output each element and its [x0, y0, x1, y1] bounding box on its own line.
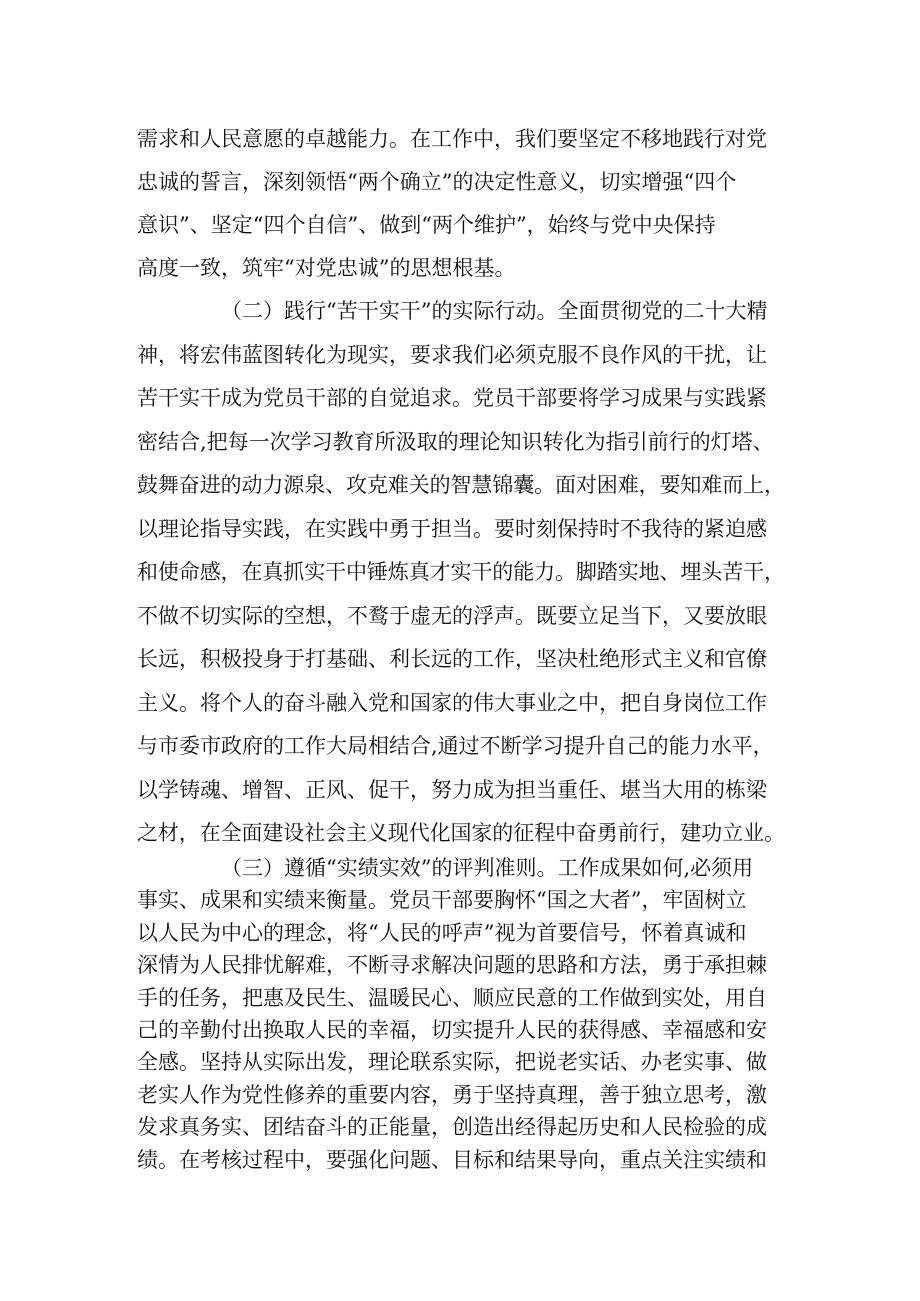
text-line: 绩。在考核过程中，要强化问题、目标和结果导向，重点关注实绩和	[137, 1147, 767, 1172]
text-line: 长远，积极投身于打基础、利长远的工作，坚决杜绝形式主义和官僚	[137, 647, 767, 671]
text-line: 老实人作为党性修养的重要内容，勇于坚持真理，善于独立思考，激	[137, 1082, 767, 1107]
text-line: 不做不切实际的空想，不鹜于虚无的浮声。既要立足当下，又要放眼	[137, 603, 767, 628]
text-line: 主义。将个人的奋斗融入党和国家的伟大事业之中，把自身岗位工作	[137, 690, 767, 715]
text-line: 意识”、坚定“四个自信”、做到“两个维护”，始终与党中央保持	[137, 213, 716, 237]
section-heading-line: （二）践行“苦干实干”的实际行动。全面贯彻党的二十大精	[221, 299, 768, 323]
text-line: 全感。坚持从实际出发，理论联系实际，把说老实话、办老实事、做	[137, 1050, 767, 1075]
section-heading-line: （三）遵循“实绩实效”的评判准则。工作成果如何,必须用	[221, 856, 754, 880]
text-line: 神，将宏伟蓝图转化为现实，要求我们必须克服不良作风的干扰，让	[137, 342, 767, 367]
text-line: 以人民为中心的理念，将“人民的呼声”视为首要信号，怀着真诚和	[137, 920, 747, 945]
text-line: 忠诚的誓言，深刻领悟“两个确立”的决定性意义，切实增强“四个	[137, 170, 737, 194]
text-line: 之材，在全面建设社会主义现代化国家的征程中奋勇前行，建功立业。	[137, 821, 785, 845]
text-line: 发求真务实、团结奋斗的正能量，创造出经得起历史和人民检验的成	[137, 1115, 767, 1140]
text-line: 需求和人民意愿的卓越能力。在工作中，我们要坚定不移地践行对党	[137, 127, 767, 151]
text-line: 手的任务，把惠及民生、温暖民心、顺应民意的工作做到实处，用自	[137, 985, 767, 1010]
paragraph-hard-work	[137, 290, 785, 856]
text-line: 与市委市政府的工作大局相结合,通过不断学习提升自己的能力水平，	[137, 734, 774, 758]
text-line: 己的辛勤付出换取人民的幸福，切实提升人民的获得感、幸福感和安	[137, 1017, 767, 1042]
text-line: 深情为人民排忧解难，不断寻求解决问题的思路和方法，勇于承担棘	[137, 953, 767, 978]
text-line: 密结合,把每一次学习教育所汲取的理论知识转化为指引前行的灯塔、	[137, 429, 774, 454]
text-line: 以学铸魂、增智、正风、促干，努力成为担当重任、堪当大用的栋梁	[137, 777, 767, 802]
text-line: 高度一致，筑牢“对党忠诚”的思想根基。	[137, 256, 516, 280]
paragraph-results	[137, 852, 785, 1176]
text-line: 事实、成果和实绩来衡量。党员干部要胸怀“国之大者”，牢固树立	[137, 888, 747, 913]
text-line: 鼓舞奋进的动力源泉、攻克难关的智慧锦囊。面对困难，要知难而上，	[137, 473, 785, 497]
text-line: 苦干实干成为党员干部的自觉追求。党员干部要将学习成果与实践紧	[137, 386, 767, 410]
text-line: 和使命感，在真抓实干中锤炼真才实干的能力。脚踏实地、埋头苦干，	[137, 560, 785, 584]
paragraph-loyalty	[137, 118, 785, 290]
text-line: 以理论指导实践，在实践中勇于担当。要时刻保持时不我待的紧迫感	[137, 516, 767, 541]
